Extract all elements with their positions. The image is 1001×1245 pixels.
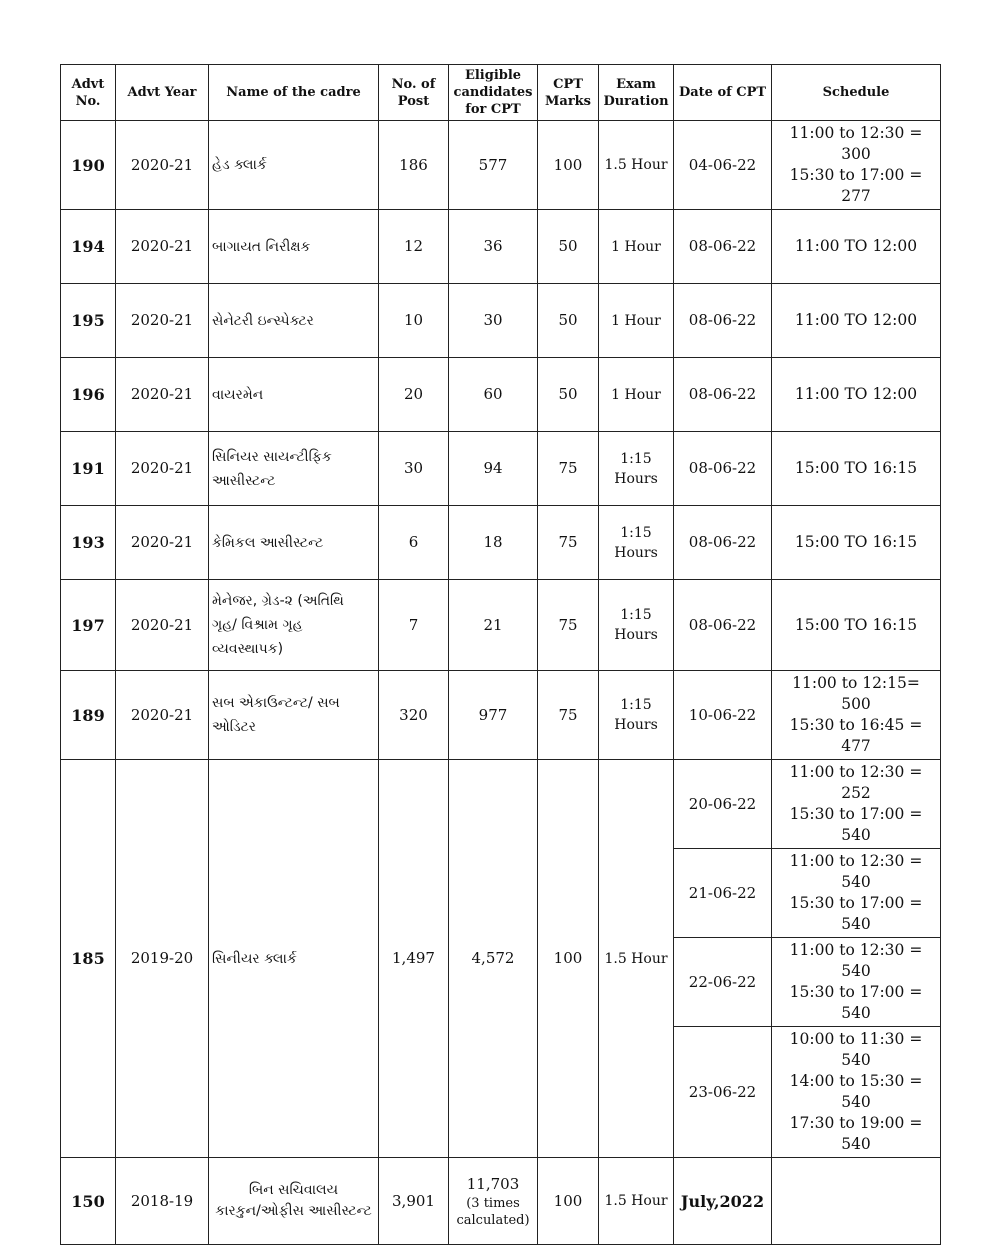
eligible-count: 30 [449,284,538,358]
cadre-name: સેનેટરી ઇન્સ્પેક્ટર [209,284,379,358]
header-eligible: Eligible candidates for CPT [449,65,538,121]
cpt-marks: 75 [538,506,599,580]
eligible-count: 36 [449,210,538,284]
cpt-schedule-table [60,64,941,1245]
post-count: 20 [379,358,449,432]
advt-no: 194 [61,210,116,284]
eligible-count: 21 [449,580,538,671]
cpt-date: 08-06-22 [674,358,772,432]
cpt-date: 22-06-22 [674,938,772,1027]
advt-no: 197 [61,580,116,671]
post-count: 186 [379,121,449,210]
cadre-name: વાયરમેન [209,358,379,432]
advt-year: 2018-19 [116,1158,209,1245]
eligible-count: 18 [449,506,538,580]
cadre-name: સિનીયર ક્લાર્ક [209,760,379,1158]
eligible-count: 11,703 [466,1174,520,1193]
exam-duration: 1.5 Hour [599,121,674,210]
post-count: 320 [379,671,449,760]
schedule: 11:00 to 12:30 = 252 15:30 to 17:00 = 540 [772,760,941,849]
exam-duration: 1.5 Hour [599,1158,674,1245]
cadre-name: બાગાયત નિરીક્ષક [209,210,379,284]
cpt-marks: 75 [538,432,599,506]
table-row [61,1158,941,1245]
schedule: 11:00 TO 12:00 [772,358,941,432]
eligible-count: 977 [449,671,538,760]
exam-duration: 1:15 Hours [599,506,674,580]
cpt-date: 04-06-22 [674,121,772,210]
advt-no: 196 [61,358,116,432]
schedule: 11:00 to 12:30 = 300 15:30 to 17:00 = 277 [772,121,941,210]
advt-no: 195 [61,284,116,358]
header-date: Date of CPT [674,65,772,121]
post-count: 6 [379,506,449,580]
advt-year: 2020-21 [116,210,209,284]
advt-year: 2020-21 [116,121,209,210]
advt-year: 2019-20 [116,760,209,1158]
table-row [61,210,941,284]
cpt-date: 08-06-22 [674,580,772,671]
schedule: 11:00 to 12:30 = 540 15:30 to 17:00 = 540 [772,849,941,938]
table-row [61,506,941,580]
cpt-marks: 100 [538,121,599,210]
advt-year: 2020-21 [116,580,209,671]
header-advt-no: Advt No. [61,65,116,121]
advt-year: 2020-21 [116,671,209,760]
schedule: 11:00 to 12:15= 500 15:30 to 16:45 = 477 [772,671,941,760]
cpt-marks: 50 [538,210,599,284]
post-count: 1,497 [379,760,449,1158]
post-count: 10 [379,284,449,358]
eligible-count: 94 [449,432,538,506]
cadre-name: સબ એકાઉન્ટન્ટ/ સબ ઓડિટર [209,671,379,760]
header-schedule: Schedule [772,65,941,121]
cadre-name: મેનેજર, ગ્રેડ-૨ (અતિથિ ગૃહ/ વિશ્રામ ગૃહ વ્યવસ્થાપક) [209,580,379,671]
cpt-marks: 75 [538,671,599,760]
table-row [61,671,941,760]
advt-no: 189 [61,671,116,760]
cpt-date: 08-06-22 [674,210,772,284]
table-row [61,760,941,849]
advt-no: 185 [61,760,116,1158]
post-count: 7 [379,580,449,671]
schedule: 11:00 TO 12:00 [772,210,941,284]
cadre-name: હેડ ક્લાર્ક [209,121,379,210]
schedule: 11:00 to 12:30 = 540 15:30 to 17:00 = 540 [772,938,941,1027]
table-row [61,358,941,432]
schedule: 15:00 TO 16:15 [772,506,941,580]
schedule: 15:00 TO 16:15 [772,580,941,671]
schedule: 11:00 TO 12:00 [772,284,941,358]
eligible-count: 4,572 [449,760,538,1158]
table-row [61,284,941,358]
header-row [61,65,941,121]
exam-duration: 1.5 Hour [599,760,674,1158]
eligible-note: (3 times calculated) [456,1195,530,1228]
advt-no: 190 [61,121,116,210]
header-cadre: Name of the cadre [209,65,379,121]
post-count: 30 [379,432,449,506]
post-count: 3,901 [379,1158,449,1245]
schedule: 10:00 to 11:30 = 540 14:00 to 15:30 = 540 17:30 to 19:00 = 540 [772,1027,941,1158]
cpt-marks: 100 [538,1158,599,1245]
table-row [61,121,941,210]
exam-duration: 1 Hour [599,358,674,432]
header-advt-year: Advt Year [116,65,209,121]
header-duration: Exam Duration [599,65,674,121]
table-row [61,580,941,671]
cadre-name: કેમિકલ આસીસ્ટન્ટ [209,506,379,580]
exam-duration: 1 Hour [599,284,674,358]
post-count: 12 [379,210,449,284]
cpt-date: 20-06-22 [674,760,772,849]
exam-duration: 1:15 Hours [599,671,674,760]
cpt-date: 08-06-22 [674,432,772,506]
cpt-marks: 75 [538,580,599,671]
schedule [772,1158,941,1245]
advt-no: 193 [61,506,116,580]
cpt-marks: 50 [538,358,599,432]
header-posts: No. of Post [379,65,449,121]
cpt-date: 08-06-22 [674,284,772,358]
cpt-date: 23-06-22 [674,1027,772,1158]
cpt-date: 10-06-22 [674,671,772,760]
schedule: 15:00 TO 16:15 [772,432,941,506]
advt-year: 2020-21 [116,506,209,580]
advt-year: 2020-21 [116,358,209,432]
advt-year: 2020-21 [116,432,209,506]
exam-duration: 1:15 Hours [599,580,674,671]
cpt-marks: 100 [538,760,599,1158]
exam-duration: 1:15 Hours [599,432,674,506]
advt-year: 2020-21 [116,284,209,358]
cadre-name: સિનિયર સાયન્ટીફિક આસીસ્ટન્ટ [209,432,379,506]
cpt-date: July,2022 [674,1158,772,1245]
cpt-date: 08-06-22 [674,506,772,580]
header-marks: CPT Marks [538,65,599,121]
table-row [61,432,941,506]
advt-no: 191 [61,432,116,506]
eligible-count: 60 [449,358,538,432]
cpt-marks: 50 [538,284,599,358]
eligible-cell [449,1158,538,1245]
cpt-date: 21-06-22 [674,849,772,938]
advt-no: 150 [61,1158,116,1245]
exam-duration: 1 Hour [599,210,674,284]
eligible-count: 577 [449,121,538,210]
cadre-name: બિન સચિવાલય કારકુન/ઓફીસ આસીસ્ટન્ટ [209,1158,379,1245]
